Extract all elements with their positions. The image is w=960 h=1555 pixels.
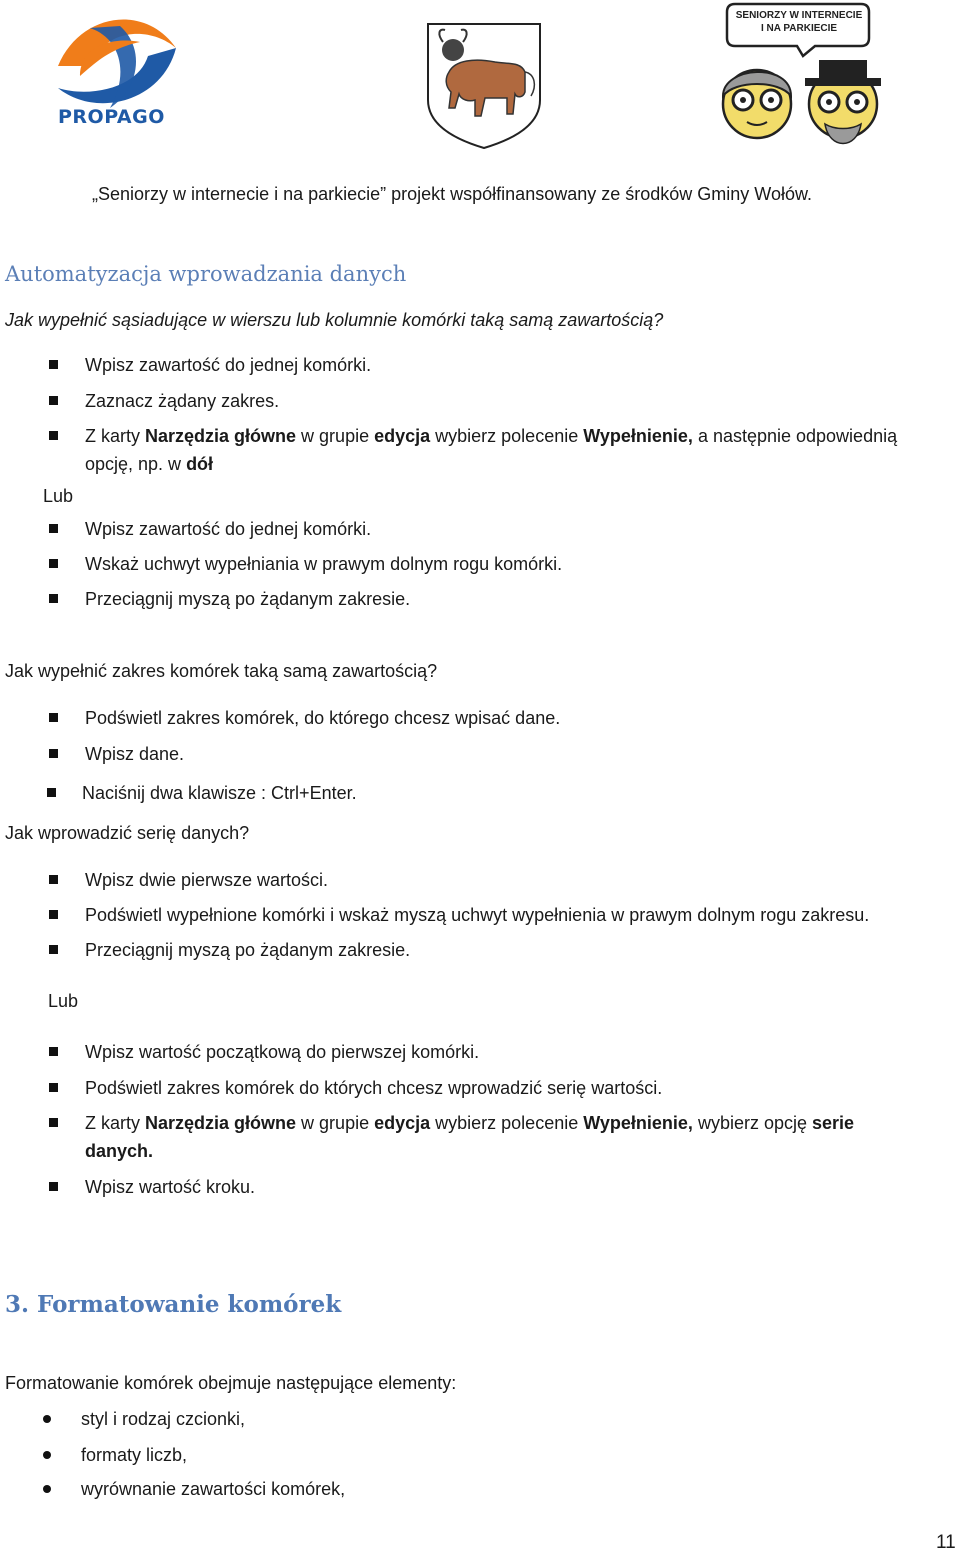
list-item: Przeciągnij myszą po żądanym zakresie. (85, 940, 411, 960)
propago-wordmark: PROPAGO (58, 106, 165, 128)
text-span: Z karty (85, 1113, 146, 1133)
list-item: Zaznacz żądany zakres. (85, 391, 280, 411)
lub-label: Lub (43, 486, 74, 506)
bold-text: Wypełnienie, (583, 426, 693, 446)
text-span: wybierz opcję (692, 1113, 812, 1133)
list-item: Wpisz wartość kroku. (85, 1177, 256, 1197)
list-item-continuation (85, 452, 213, 476)
seniors-logo (705, 0, 895, 152)
list-item: Podświetl zakres komórek, do którego chcesz wpisać dane. (85, 708, 561, 728)
list-item: Naciśnij dwa klawisze : Ctrl+Enter. (82, 783, 357, 803)
question-heading: Jak wprowadzić serię danych? (5, 823, 250, 843)
list-item: formaty liczb, (81, 1445, 188, 1465)
list-item: Wpisz zawartość do jednej komórki. (85, 519, 372, 539)
text-span: a następnie odpowiednią (692, 426, 898, 446)
square-bullet-icon (49, 559, 58, 568)
question-heading: Jak wypełnić sąsiadujące w wierszu lub kolumnie komórki taką samą zawartością? (5, 310, 664, 330)
text-span: w grupie (296, 1113, 375, 1133)
square-bullet-icon (49, 713, 58, 722)
list-item-continuation (85, 1139, 153, 1163)
text-span: opcję, np. w (85, 454, 187, 474)
text-span: wybierz polecenie (430, 1113, 584, 1133)
funding-line: „Seniorzy w internecie i na parkiecie” projekt współfinansowany ze środków Gminy Wołów. (92, 184, 812, 204)
square-bullet-icon (49, 875, 58, 884)
bold-text: Narzędzia główne (145, 426, 297, 446)
square-bullet-icon (49, 360, 58, 369)
section-heading: 3. Formatowanie komórek (5, 1291, 342, 1318)
list-item: Wpisz dane. (85, 744, 185, 764)
page-number: 11 (936, 1532, 956, 1553)
coat-of-arms-logo (425, 22, 543, 150)
list-item: Wskaż uchwyt wypełniania w prawym dolnym rogu komórki. (85, 554, 563, 574)
square-bullet-icon (49, 1118, 58, 1127)
list-item: Wpisz dwie pierwsze wartości. (85, 870, 329, 890)
question-heading: Jak wypełnić zakres komórek taką samą zawartością? (5, 661, 438, 681)
bold-text: serie (812, 1113, 855, 1133)
list-item: Podświetl zakres komórek do których chcesz wprowadzić serię wartości. (85, 1078, 663, 1098)
bold-text: edycja (374, 426, 431, 446)
square-bullet-icon (49, 1047, 58, 1056)
square-bullet-icon (49, 749, 58, 758)
list-item: Podświetl wypełnione komórki i wskaż myszą uchwyt wypełnienia w prawym dolnym rogu zakresu. (85, 905, 870, 925)
text-span: wybierz polecenie (430, 426, 584, 446)
section-heading: Automatyzacja wprowadzania danych (5, 262, 407, 286)
list-item: Wpisz wartość początkową do pierwszej komórki. (85, 1042, 480, 1062)
lub-label: Lub (48, 991, 79, 1011)
bold-text: dół (186, 454, 214, 474)
list-item: Przeciągnij myszą po żądanym zakresie. (85, 589, 411, 609)
paragraph: Formatowanie komórek obejmuje następujące elementy: (5, 1373, 457, 1393)
bold-text: Wypełnienie, (583, 1113, 693, 1133)
text-span: w grupie (296, 426, 375, 446)
seniors-bubble-text: SENIORZY W INTERNECIE I NA PARKIECIE (735, 10, 863, 34)
propago-logo (50, 8, 185, 128)
square-bullet-icon (49, 431, 58, 440)
square-bullet-icon (49, 945, 58, 954)
square-bullet-icon (49, 396, 58, 405)
bold-text: edycja (374, 1113, 431, 1133)
round-bullet-icon (43, 1415, 51, 1423)
text-span: Z karty (85, 426, 146, 446)
bold-text: Narzędzia główne (145, 1113, 297, 1133)
round-bullet-icon (43, 1485, 51, 1493)
round-bullet-icon (43, 1451, 51, 1459)
list-item: Wpisz zawartość do jednej komórki. (85, 355, 372, 375)
square-bullet-icon (49, 524, 58, 533)
square-bullet-icon (49, 910, 58, 919)
list-item (85, 1111, 854, 1135)
square-bullet-icon (49, 1083, 58, 1092)
list-item: wyrównanie zawartości komórek, (81, 1479, 346, 1499)
list-item: styl i rodzaj czcionki, (81, 1409, 246, 1429)
square-bullet-icon (49, 594, 58, 603)
square-bullet-icon (47, 788, 56, 797)
bold-text: danych. (85, 1141, 154, 1161)
list-item (85, 424, 897, 448)
square-bullet-icon (49, 1182, 58, 1191)
